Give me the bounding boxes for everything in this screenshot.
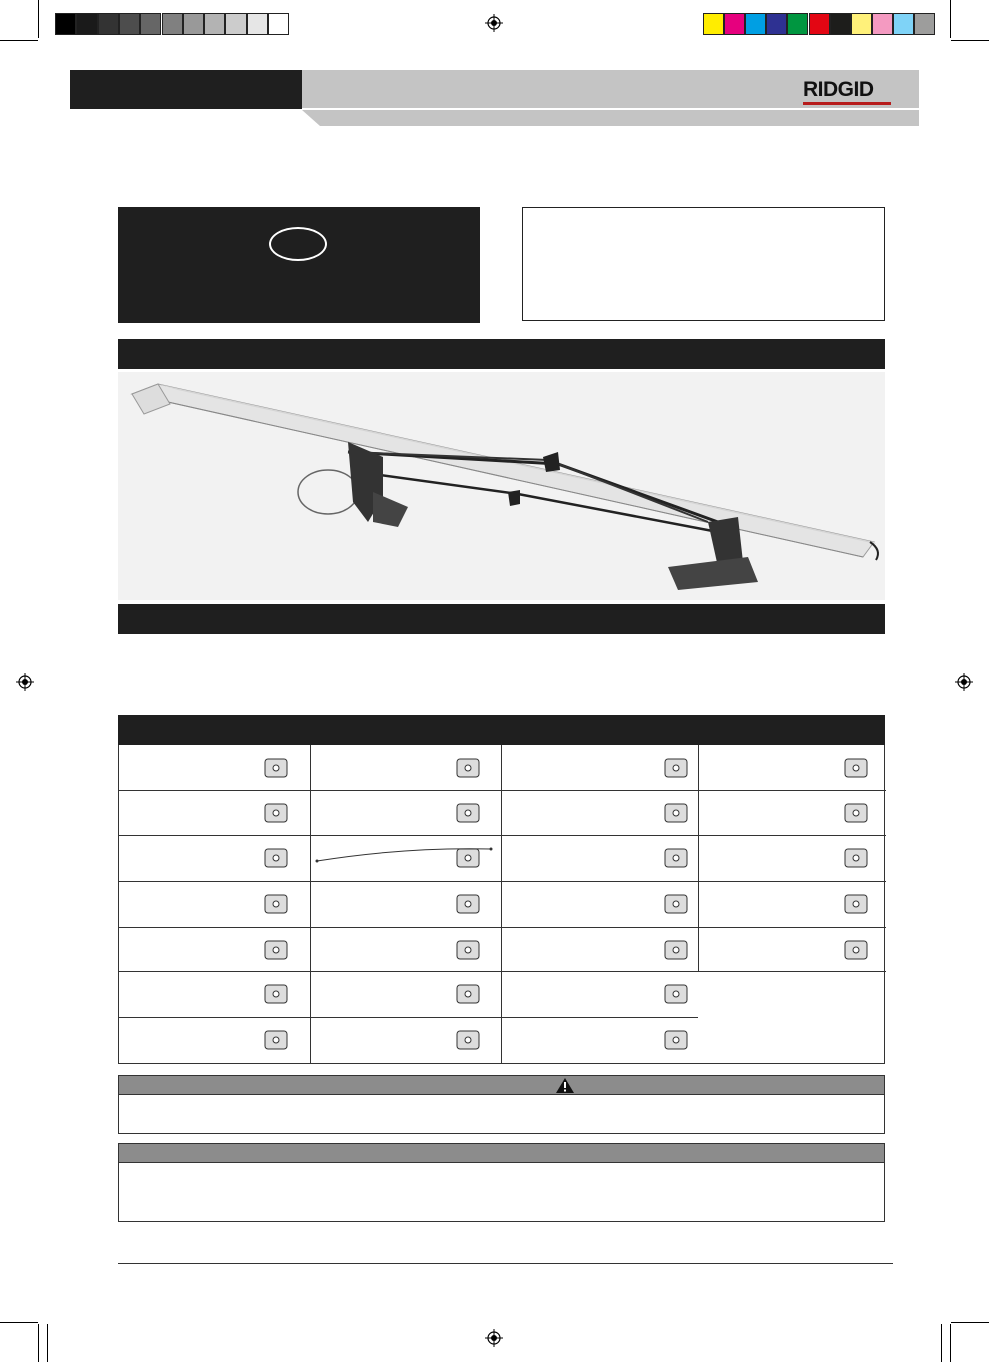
crop-mark — [950, 1324, 951, 1362]
part-illustration — [659, 977, 693, 1011]
part-illustration — [839, 841, 873, 875]
part-illustration — [259, 887, 293, 921]
color-swatch — [724, 13, 745, 35]
registration-mark-icon — [16, 673, 34, 691]
part-illustration — [259, 796, 293, 830]
footer-rule — [118, 1263, 893, 1264]
part-illustration — [451, 1023, 485, 1057]
gray-swatch — [225, 13, 246, 35]
crop-mark — [47, 1324, 48, 1362]
gray-swatch — [204, 13, 225, 35]
part-illustration — [659, 751, 693, 785]
crop-mark — [941, 1324, 942, 1362]
note-header — [118, 1143, 885, 1163]
part-illustration — [659, 796, 693, 830]
gray-swatch — [119, 13, 140, 35]
gray-swatch — [98, 13, 119, 35]
part-illustration — [839, 796, 873, 830]
gray-swatch — [140, 13, 161, 35]
color-swatch — [830, 13, 851, 35]
part-illustration — [659, 841, 693, 875]
notice-box — [522, 207, 885, 321]
table-row-divider — [119, 971, 886, 972]
gray-swatch — [247, 13, 268, 35]
parts-table-header — [118, 715, 885, 745]
color-swatch — [787, 13, 808, 35]
crop-mark — [38, 1324, 39, 1362]
table-column-divider — [698, 745, 699, 971]
crop-mark — [0, 40, 38, 41]
color-swatch — [809, 13, 830, 35]
gray-swatch — [268, 13, 289, 35]
part-illustration — [451, 751, 485, 785]
part-illustration — [259, 933, 293, 967]
part-illustration — [451, 796, 485, 830]
part-illustration — [659, 933, 693, 967]
color-swatch — [893, 13, 914, 35]
part-illustration — [259, 751, 293, 785]
color-swatch — [703, 13, 724, 35]
section-header-bar — [118, 604, 885, 634]
crop-mark — [950, 0, 951, 38]
gray-swatch — [55, 13, 76, 35]
crop-mark — [38, 0, 39, 38]
gray-swatch — [162, 13, 183, 35]
warning-header — [118, 1075, 885, 1095]
crop-mark — [0, 1322, 38, 1323]
part-illustration — [839, 933, 873, 967]
model-info-box — [118, 207, 480, 323]
brand-logo-underline — [803, 102, 891, 105]
table-row-divider — [119, 835, 886, 836]
color-swatch — [914, 13, 935, 35]
registration-mark-icon — [955, 673, 973, 691]
header-black-tab — [70, 70, 302, 109]
part-illustration — [259, 1023, 293, 1057]
table-row-divider — [119, 927, 886, 928]
parts-table — [118, 745, 885, 1064]
header-gray-band-lower — [302, 110, 919, 126]
part-illustration — [451, 977, 485, 1011]
crop-mark — [951, 40, 989, 41]
part-illustration — [839, 887, 873, 921]
color-swatch — [766, 13, 787, 35]
warning-triangle-icon — [555, 1077, 575, 1094]
table-row-divider — [119, 1017, 698, 1018]
table-row-divider — [119, 881, 886, 882]
cable-illustration — [315, 845, 495, 865]
gray-swatch — [76, 13, 97, 35]
warning-body — [118, 1094, 885, 1134]
product-illustration — [118, 372, 885, 600]
part-illustration — [451, 887, 485, 921]
part-illustration — [259, 841, 293, 875]
model-oval — [269, 227, 327, 261]
color-swatch — [745, 13, 766, 35]
crop-mark — [951, 1322, 989, 1323]
part-illustration — [659, 887, 693, 921]
gray-swatch — [183, 13, 204, 35]
part-illustration — [259, 977, 293, 1011]
brand-logo: RIDGID — [803, 78, 874, 101]
color-swatch — [872, 13, 893, 35]
part-illustration — [659, 1023, 693, 1057]
part-illustration — [451, 933, 485, 967]
part-illustration — [839, 751, 873, 785]
section-header-bar — [118, 339, 885, 369]
color-swatch — [851, 13, 872, 35]
registration-mark-icon — [485, 14, 503, 32]
registration-mark-icon — [485, 1329, 503, 1347]
note-body — [118, 1162, 885, 1222]
table-row-divider — [119, 790, 886, 791]
